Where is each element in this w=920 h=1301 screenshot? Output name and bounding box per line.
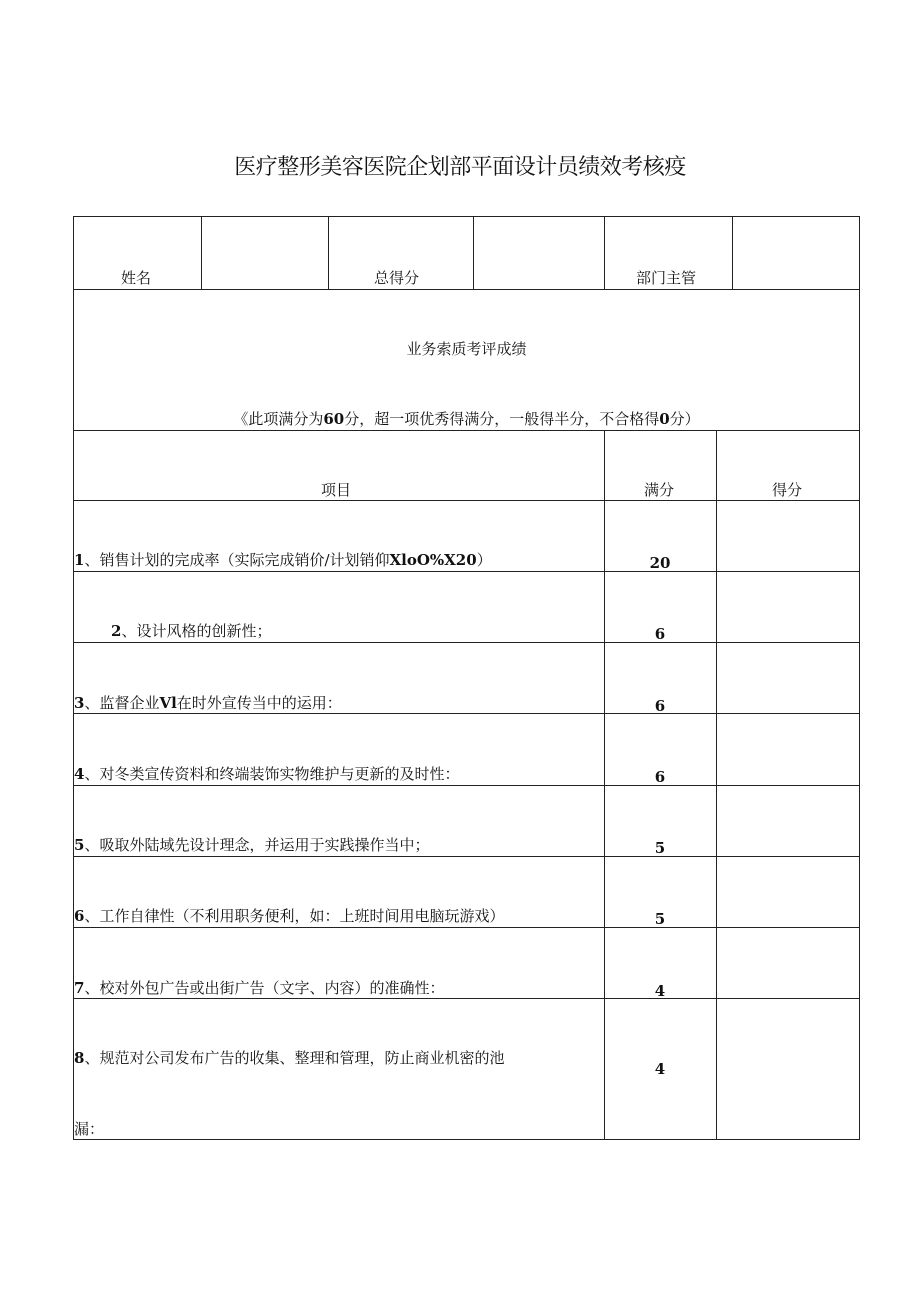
row-divider [74, 571, 859, 572]
note-part: 分，超一项优秀得满分，一般得半分，不合格得 [344, 410, 660, 428]
row-divider [74, 289, 859, 290]
row-divider [74, 642, 859, 643]
item-row-4-full: 6 [654, 768, 666, 786]
name-label: 姓名 [121, 269, 152, 287]
row-divider [74, 430, 859, 431]
item-row-4-text: 4、对冬类宣传资料和终端装饰实物维护与更新的及时性： [74, 765, 460, 783]
header-divider [732, 217, 733, 289]
header-divider [328, 217, 329, 289]
item-row-6-text: 6、工作自律性（不利用职务便利，如：上班时间用电脑玩游戏） [74, 907, 505, 925]
appraisal-table [73, 216, 860, 1140]
column-divider [716, 430, 717, 1139]
item-row-5-text: 5、吸取外陆域先设计理念，并运用于实践操作当中； [74, 836, 430, 854]
item-row-3-full: 6 [654, 697, 666, 715]
document-title: 医疗整形美容医院企划部平面设计员绩效考核疫 [234, 155, 686, 180]
note-max-score: 60 [323, 410, 345, 428]
row-divider [74, 713, 859, 714]
item-row-2-text: 2、设计风格的创新性； [111, 622, 272, 640]
row-divider [74, 785, 859, 786]
row-divider [74, 856, 859, 857]
header-divider [201, 217, 202, 289]
row-divider [74, 998, 859, 999]
total-score-label: 总得分 [374, 269, 420, 287]
header-divider [604, 217, 605, 289]
column-header-item: 项目 [321, 481, 352, 499]
section-note [74, 410, 859, 428]
note-part: 《此项满分为 [233, 410, 324, 428]
row-divider [74, 927, 859, 928]
item-row-8-full: 4 [654, 1060, 666, 1078]
note-part: 分） [669, 410, 700, 428]
item-row-8-text: 8、规范对公司发布广告的收集、整理和管理，防止商业机密的池 [74, 1049, 505, 1067]
item-row-2-full: 6 [654, 625, 666, 643]
item-row-7-text: 7、校对外包广告或出街广告（文字、内容）的准确性： [74, 979, 445, 997]
section-heading: 业务索质考评成绩 [406, 340, 527, 358]
item-row-6-full: 5 [654, 910, 666, 928]
row-divider [74, 500, 859, 501]
item-row-7-full: 4 [654, 982, 666, 1000]
item-row-5-full: 5 [654, 839, 666, 857]
column-header-full: 满分 [644, 481, 675, 499]
item-row-3-text: 3、监督企业Vl在时外宣传当中的运用： [74, 694, 342, 712]
item-row-1-text: 1、销售计划的完成率（实际完成销价/计划销仰XloO%X20） [74, 551, 492, 569]
column-header-score: 得分 [772, 481, 803, 499]
item-row-8-text-cont: 漏： [74, 1120, 105, 1138]
header-divider [473, 217, 474, 289]
note-min-score: 0 [659, 410, 670, 428]
manager-label: 部门主管 [636, 269, 697, 287]
item-row-1-full: 20 [649, 554, 671, 572]
